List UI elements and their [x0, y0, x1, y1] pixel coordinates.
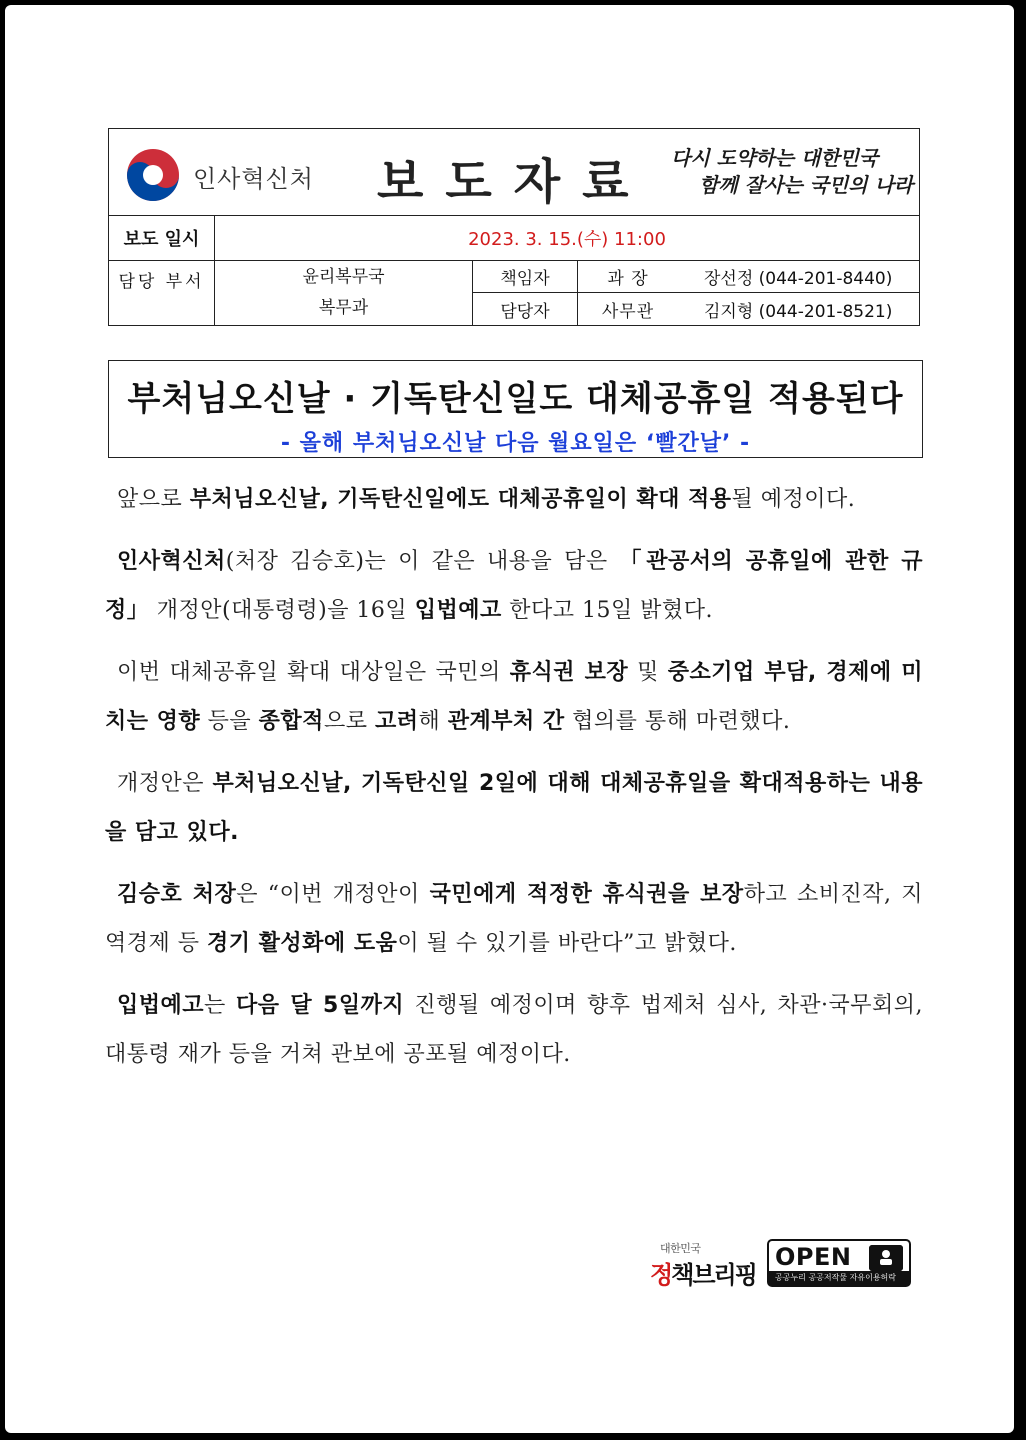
paragraph: [105, 648, 923, 746]
text: 이 될 수 있기를 바란다”고 밝혔다.: [397, 931, 737, 956]
bold-text: 인사혁신처: [117, 549, 226, 574]
briefing-red-char: 정: [650, 1261, 672, 1289]
header-top: [109, 129, 919, 216]
dept-line1: 윤리복무국: [302, 267, 385, 287]
bold-text: 다음 달 5일까지: [236, 993, 405, 1018]
text: 협의를 통해 마련했다.: [564, 709, 791, 734]
contact-column: [678, 261, 919, 325]
doc-title: 보도자료: [377, 154, 651, 210]
release-label: 보도 일시: [109, 215, 215, 260]
bold-text: 종합적: [258, 709, 324, 734]
role-2: 담당자: [500, 301, 550, 322]
text: 는: [204, 993, 236, 1018]
bold-text: 부처님오신날, 기독탄신일 2일에 대해 대체공휴일을 확대적용하는 내용을 담고 있다.: [105, 771, 923, 845]
text: 개정안은: [117, 771, 213, 796]
briefing-rest: 책브리핑: [671, 1261, 756, 1289]
text: 한다고 15일 밝혔다.: [501, 598, 713, 623]
briefing-main-text: [650, 1255, 756, 1290]
text: 앞으로: [117, 487, 190, 512]
bold-text: 「관공서의 공휴일에 관한 규정」: [105, 549, 923, 623]
bold-text: 입법예고: [117, 993, 205, 1018]
paragraph: [105, 870, 923, 968]
dept-cell: [215, 261, 473, 325]
release-value: 2023. 3. 15.(수) 11:00: [468, 228, 666, 250]
bold-text: 경기 활성화에 도움: [207, 931, 398, 956]
bold-text: 국민에게 적정한 휴식권을 보장: [429, 882, 744, 907]
position-2: 사무관: [601, 301, 655, 322]
policy-briefing-logo: [650, 1240, 762, 1292]
headline-box: [108, 360, 923, 458]
bold-text: 관계부처 간: [447, 709, 565, 734]
article-body: [105, 475, 923, 1092]
text: 은 “이번 개정안이: [236, 882, 430, 907]
contact-1: 장선정 (044-201-8440): [678, 261, 919, 293]
text: 개정안(대통령령)을 16일: [149, 598, 415, 623]
bold-text: 부처님오신날, 기독탄신일에도 대체공휴일이 확대 적용: [189, 487, 732, 512]
role-column: [473, 261, 578, 325]
text: 하고 소비진작, 지역경제 등: [105, 882, 924, 956]
contact-2: 김지형 (044-201-8521): [704, 301, 893, 322]
bold-text: 김승호 처장: [117, 882, 237, 907]
release-row: [109, 215, 919, 261]
paragraph: [105, 759, 923, 857]
text: 등을: [200, 709, 259, 734]
dept-line2: 복무과: [318, 298, 369, 318]
dept-label: 담당 부서: [109, 261, 215, 325]
text: 진행될 예정이며 향후 법제처 심사, 차관·국무회의, 대통령 재가 등을 거쳐 관보에 공포될 예정이다.: [105, 993, 923, 1067]
bold-text: 휴식권 보장: [509, 660, 629, 685]
slogan: [671, 145, 913, 199]
headline-main: 부처님오신날 · 기독탄신일도 대체공휴일 적용된다: [127, 379, 904, 419]
text: 이번 대체공휴일 확대 대상일은 국민의: [117, 660, 510, 685]
open-bar-text: 공공누리 공공저작물 자유이용허락: [769, 1271, 909, 1285]
open-word: OPEN: [775, 1243, 852, 1271]
text: 및: [628, 660, 668, 685]
position-1: 과 장: [578, 261, 678, 293]
text: 될 예정이다.: [731, 487, 856, 512]
slogan-line1: 다시 도약하는 대한민국: [671, 146, 879, 170]
attribution-icon: [869, 1245, 903, 1271]
paragraph: [105, 537, 923, 635]
text: 해: [418, 709, 448, 734]
role-1: 책임자: [473, 261, 577, 293]
paragraph: [105, 981, 923, 1079]
kogl-open-badge: [767, 1239, 911, 1287]
position-column: [578, 261, 678, 325]
paragraph: [105, 475, 923, 524]
government-emblem-icon: [125, 147, 181, 203]
bold-text: 고려: [374, 709, 419, 734]
press-release-page: [5, 5, 1014, 1433]
org-name: 인사혁신처: [193, 165, 314, 193]
bold-text: 중소기업 부담, 경제에 미치는 영향: [105, 660, 924, 734]
contact-row: [109, 261, 919, 325]
press-header: [108, 128, 920, 326]
slogan-line2: 함께 잘사는 국민의 나라: [699, 173, 914, 197]
headline-sub: - 올해 부처님오신날 다음 월요일은 ‘빨간날’ -: [280, 431, 751, 456]
text: (처장 김승호)는 이 같은 내용을 담은: [225, 549, 620, 574]
bold-text: 입법예고: [414, 598, 502, 623]
briefing-top-text: 대한민국: [660, 1242, 701, 1255]
text: 으로: [323, 709, 375, 734]
